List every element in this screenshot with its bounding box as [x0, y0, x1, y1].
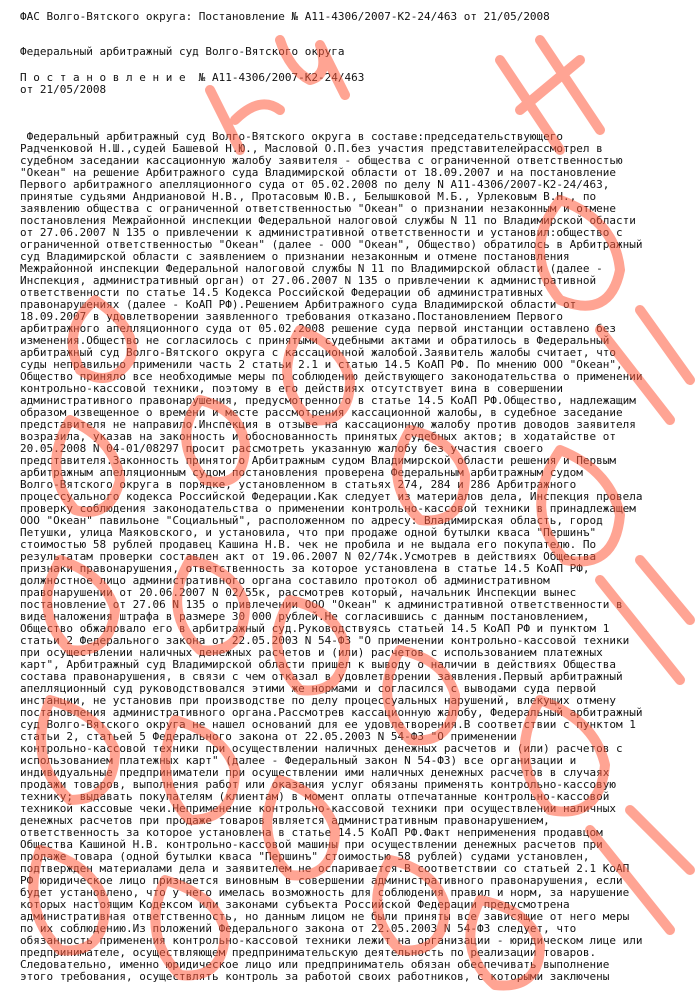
body-line: административного правонарушения, предусмотренного в статье 14.5 КоАП РФ.Общество, надлежащим	[20, 394, 636, 407]
body-line: при осуществлении наличных денежных расчетов и (или) расчетов с использованием платежных	[20, 646, 603, 659]
body-line: судебном заседании кассационную жалобу заявителя - общества с ограниченной ответственностью	[20, 154, 623, 167]
body-line: состава правонарушения, в связи с чем отказал в удовлетворении заявления.Первый арбитражный	[20, 670, 623, 683]
body-line: 18.09.2007 в удовлетворении заявленного требования отказано.Постановлением Первого	[20, 310, 564, 323]
body-line: ответственности по статье 14.5 Кодекса Российской Федерации об административных	[20, 286, 544, 299]
body-line: Общество обжаловало его в арбитражный суд.Руководствуясь статьей 14.5 КоАП РФ и пунктом 1	[20, 622, 610, 635]
body-line: контрольно-кассовой техники при осуществлении наличных денежных расчетов и (или) расчетов с	[20, 742, 623, 755]
body-line: ограниченной ответственностью "Океан" (далее - ООО "Океан", Общество) обратилось в Арбитражный	[20, 238, 643, 251]
body-line: суд Владимирской области с заявлением о признании незаконным и отмене постановления	[20, 250, 570, 263]
body-line: Межрайонной инспекции Федеральной налоговой службы N 11 по Владимирской области (далее -	[20, 262, 603, 275]
body-line: инстанции, не установив при производстве по делу процессуальных нарушений, влекущих отмену	[20, 694, 617, 707]
body-line: карт", Арбитражный суд Владимирской области пришел к выводу о наличии в действиях Общества	[20, 658, 617, 671]
page-header-title: ФАС Волго-Вятского округа: Постановление № А11-4306/2007-К2-24/463 от 21/05/2008	[20, 10, 550, 23]
body-line: Общества Кашиной Н.В. контрольно-кассовой машины при осуществлении денежных расчетов при	[20, 838, 603, 851]
body-line: Федеральный арбитражный суд Волго-Вятского округа в составе:председательствующего	[26, 130, 564, 143]
body-line: технику; выдавать покупателям (клиентам) в момент оплаты отпечатанные контрольно-кассовой	[20, 790, 610, 803]
body-line: признаки правонарушения, ответственность за которое установлена в статье 14.5 КоАП РФ,	[20, 562, 590, 575]
body-line: арбитражного апелляционного суда от 05.02.2008 решение суда первой инстанции оставлено без	[20, 322, 617, 335]
body-line: подтвержден материалами дела и заявителем не оспаривается.В соответствии со статьей 2.1 КоАП	[20, 862, 630, 875]
body-line: суд Волго-Вятского округа не нашел оснований для ее удовлетворения.В соответствии с пунктом 1	[20, 718, 636, 731]
body-line: результатам проверки составлен акт от 19.06.2007 N 02/74к.Усмотрев в действиях Общества	[20, 550, 597, 563]
body-line: ответственность за которое установлена в статье 14.5 КоАП РФ.Факт неприменения продавцом	[20, 826, 603, 839]
body-line: изменения.Общество не согласилось с принятыми судебными актами и обратилось в Федеральный	[20, 334, 610, 347]
body-line: продажи товаров, выполнения работ или оказания услуг обязаны применять контрольно-кассовую	[20, 778, 617, 791]
document-date: от 21/05/2008	[20, 83, 107, 96]
body-line: постановление от 27.06 N 135 о привлечении ООО "Океан" к административной ответственности в	[20, 598, 623, 611]
body-line: правонарушении от 20.06.2007 N 02/55к, рассмотрев который, начальник Инспекции вынес	[20, 586, 577, 599]
body-line: Следовательно, именно юридическое лицо или предприниматель обязан обеспечивать выполнение	[20, 958, 610, 971]
body-line: стоимостью 58 рублей продавец Кашина Н.В. чек не пробила и не выдала его покупателю. По	[20, 538, 597, 551]
body-line: предпринимателе, осуществляющем предпринимательскую деятельность по реализации товаров.	[20, 946, 597, 959]
body-line: продаже товара (одной бутылки кваса "Першинъ" стоимостью 58 рублей) судами установлен,	[20, 850, 590, 863]
body-line: техникой кассовые чеки.Неприменение контрольно-кассовой техники при осуществлении наличных	[20, 802, 617, 815]
body-line: апелляционный суд руководствовался этими же нормами и согласился с выводами суда первой	[20, 682, 597, 695]
body-line: принятые судьями Андриановой Н.В., Протасовым Ю.В., Белышковой М.Б., Урлековым В.Н., по	[20, 190, 597, 203]
body-line: индивидуальные предприниматели при осуществлении ими наличных денежных расчетов в случаях	[20, 766, 610, 779]
body-line: будет установлено, что у него имелась возможность для соблюдения правил и норм, за нарушение	[20, 886, 630, 899]
body-line: административная ответственность, но данным лицом не были приняты все зависящие от него меры	[20, 910, 630, 923]
body-line: арбитражным апелляционным судом постановления проверена Федеральным арбитражным судом	[20, 466, 583, 479]
body-line: ООО "Океан" павильоне "Социальный", расположенном по адресу: Владимирская область, город	[20, 514, 603, 527]
body-line: виде наложения штрафа в размере 30 000 рублей.Не согласившись с данным постановлением,	[20, 610, 590, 623]
body-line: проверку соблюдения законодательства о применении контрольно-кассовой техники в принадлежащем	[20, 502, 636, 515]
body-line: процессуального кодекса Российской Федерации.Как следует из материалов дела, Инспекция провела	[20, 490, 643, 503]
body-line: 20.05.2008 N 04-01/08297 просит рассмотреть указанную жалобу без участия своего	[20, 442, 544, 455]
body-line: денежных расчетов при продаже товаров является административным правонарушением,	[20, 814, 550, 827]
body-line: постановления административного органа.Рассмотрев кассационную жалобу, Федеральный арбитражный	[20, 706, 643, 719]
body-line: Радченковой Н.Ш.,судей Башевой Н.Ю., Масловой О.П.без участия представителейрассмотрел в	[20, 142, 603, 155]
body-line: правонарушениях (далее - КоАП РФ).Решением Арбитражного суда Владимирской области от	[20, 298, 577, 311]
document-body	[20, 131, 695, 983]
body-line: образом извещенное о времени и месте рассмотрения кассационной жалобы, в судебное заседание	[20, 406, 623, 419]
body-line: представителя.Законность принятого Арбитражным судом Владимирской области решения и Первым	[20, 454, 617, 467]
body-line: "Океан" на решение Арбитражного суда Владимирской области от 18.09.2007 и на постановление	[20, 166, 617, 179]
document-type: П о с т а н о в л е н и е № А11-4306/2007-К2-24/463	[20, 71, 365, 84]
body-line: обязанность применения контрольно-кассовой техники лежит на организации - юридическом лице или	[20, 934, 643, 947]
body-line: суды неправильно применили часть 2 статьи 2.1 и статью 14.5 КоАП РФ. По мнению ООО "Океан",	[20, 358, 623, 371]
body-line: Первого арбитражного апелляционного суда от 05.02.2008 по делу N А11-4306/2007-К2-24/463,	[20, 178, 610, 191]
body-line: заявлению общества с ограниченной ответственностью "Океан" о признании незаконным и отмене	[20, 202, 617, 215]
body-line: от 27.06.2007 N 135 о привлечении к административной ответственности и установил:общество с	[20, 226, 623, 239]
body-line: возразила, указав на законность и обоснованность принятых судебных актов; в ходатайстве от	[20, 430, 617, 443]
body-line: контрольно-кассовой техники, поэтому в его действиях отсутствует вина в совершении	[20, 382, 564, 395]
body-line: Петушки, улица Маяковского, и установила, что при продаже одной бутылки кваса "Першинъ"	[20, 526, 597, 539]
body-line: должностное лицо административного органа составило протокол об административном	[20, 574, 550, 587]
body-line: которых настоящим Кодексом или законами субъекта Российской Федерации предусмотрена	[20, 898, 570, 911]
body-line: арбитражный суд Волго-Вятского округа с кассационной жалобой.Заявитель жалобы считает, что	[20, 346, 617, 359]
court-name: Федеральный арбитражный суд Волго-Вятского округа	[20, 45, 345, 58]
body-line: статьи 2, статьей 5 Федерального закона от 22.05.2003 N 54-ФЗ "О применении	[20, 730, 517, 743]
body-line: по их соблюдению.Из положений Федерального закона от 22.05.2003 N 54-ФЗ следует, что	[20, 922, 577, 935]
body-line: этого требования, осуществлять контроль за работой своих работников, с которыми заключены	[20, 970, 610, 983]
body-line: Волго-Вятского округа в порядке, установленном в статьях 274, 284 и 286 Арбитражного	[20, 478, 577, 491]
body-line: использованием платежных карт" (далее - Федеральный закон N 54-ФЗ) все организации и	[20, 754, 577, 767]
body-line: Общество приняло все необходимые меры по соблюдению действующего законодательства о применении	[20, 370, 643, 383]
body-line: РФ юридическое лицо признается виновным в совершении административного правонарушения, если	[20, 874, 623, 887]
body-line: Инспекция, административный орган) от 27.06.2007 N 135 о привлечении к административной	[20, 274, 597, 287]
body-line: постановления Межрайонной инспекции Федеральной налоговой службы N 11 по Владимирской области	[20, 214, 636, 227]
body-line: представителя не направило.Инспекция в отзыве на кассационную жалобу против доводов заявителя	[20, 418, 636, 431]
body-line: статьи 2 Федерального закона от 22.05.2003 N 54-ФЗ "О применении контрольно-кассовой техники	[20, 634, 630, 647]
